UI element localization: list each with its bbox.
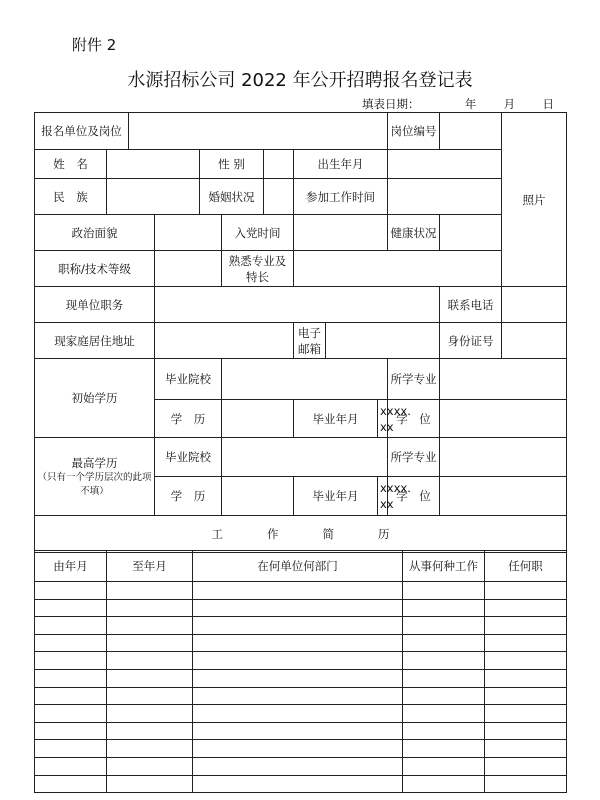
political-field[interactable] bbox=[155, 215, 222, 251]
initial-degree-field[interactable] bbox=[440, 400, 567, 438]
work-cell[interactable] bbox=[35, 705, 107, 723]
resume-title-char: 历 bbox=[378, 527, 390, 541]
highest-school-field[interactable] bbox=[222, 438, 388, 477]
table-row bbox=[35, 634, 567, 652]
work-cell[interactable] bbox=[35, 775, 107, 793]
phone-label: 联系电话 bbox=[440, 287, 502, 323]
position-code-field[interactable] bbox=[440, 113, 502, 150]
resume-title-char: 简 bbox=[322, 527, 334, 541]
marital-field[interactable] bbox=[264, 179, 294, 215]
initial-education-field[interactable] bbox=[222, 400, 294, 438]
phone-field[interactable] bbox=[502, 287, 567, 323]
highest-edu-note: （只有一个学历层次的此项不填） bbox=[37, 471, 152, 497]
work-cell[interactable] bbox=[485, 757, 567, 775]
address-label: 现家庭居住地址 bbox=[35, 323, 155, 359]
table-row bbox=[35, 599, 567, 617]
work-cell[interactable] bbox=[403, 599, 485, 617]
work-cell[interactable] bbox=[35, 634, 107, 652]
work-cell[interactable] bbox=[35, 582, 107, 600]
work-cell[interactable] bbox=[35, 617, 107, 635]
table-row bbox=[35, 757, 567, 775]
work-cell[interactable] bbox=[403, 740, 485, 758]
work-cell[interactable] bbox=[193, 687, 403, 705]
position-applied-field[interactable] bbox=[129, 113, 388, 150]
highest-school-label: 毕业院校 bbox=[155, 438, 222, 477]
fill-date-month: 月 bbox=[503, 97, 516, 111]
work-cell[interactable] bbox=[403, 705, 485, 723]
work-cell[interactable] bbox=[107, 652, 193, 670]
photo-label: 照片 bbox=[522, 192, 546, 207]
initial-edu-label: 初始学历 bbox=[35, 359, 155, 438]
table-row bbox=[35, 652, 567, 670]
work-cell[interactable] bbox=[403, 687, 485, 705]
highest-education-label: 学 历 bbox=[155, 477, 222, 516]
work-cell[interactable] bbox=[193, 705, 403, 723]
title-level-label: 职称/技术等级 bbox=[35, 251, 155, 287]
col-unit: 在何单位何部门 bbox=[193, 551, 403, 582]
work-cell[interactable] bbox=[485, 599, 567, 617]
work-cell[interactable] bbox=[193, 775, 403, 793]
work-cell[interactable] bbox=[403, 775, 485, 793]
photo-box[interactable] bbox=[502, 113, 567, 287]
work-cell[interactable] bbox=[193, 599, 403, 617]
table-row bbox=[35, 687, 567, 705]
work-cell[interactable] bbox=[35, 652, 107, 670]
email-label: 电子邮箱 bbox=[294, 323, 326, 359]
initial-grad-date-field[interactable] bbox=[378, 400, 411, 438]
position-code-label: 岗位编号 bbox=[388, 113, 440, 150]
work-cell[interactable] bbox=[35, 669, 107, 687]
work-cell[interactable] bbox=[193, 582, 403, 600]
position-applied-label: 报名单位及岗位 bbox=[35, 113, 129, 150]
highest-grad-date-field[interactable] bbox=[378, 477, 411, 516]
work-cell[interactable] bbox=[403, 617, 485, 635]
current-position-label: 现单位职务 bbox=[35, 287, 155, 323]
work-cell[interactable] bbox=[193, 669, 403, 687]
work-cell[interactable] bbox=[485, 634, 567, 652]
work-cell[interactable] bbox=[107, 775, 193, 793]
table-row bbox=[35, 582, 567, 600]
marital-label: 婚姻状况 bbox=[200, 179, 264, 215]
initial-school-field[interactable] bbox=[222, 359, 388, 400]
gender-field[interactable] bbox=[264, 150, 294, 179]
work-cell[interactable] bbox=[403, 652, 485, 670]
resume-title-char: 工 bbox=[211, 527, 223, 541]
party-time-label: 入党时间 bbox=[222, 215, 294, 251]
initial-date-format: xxxx. xx bbox=[380, 403, 411, 434]
col-work: 从事何种工作 bbox=[403, 551, 485, 582]
col-from: 由年月 bbox=[35, 551, 107, 582]
id-number-field[interactable] bbox=[502, 323, 567, 359]
initial-major-label: 所学专业 bbox=[388, 359, 440, 400]
work-cell[interactable] bbox=[485, 687, 567, 705]
highest-edu-label: 最高学历 bbox=[71, 455, 118, 470]
work-cell[interactable] bbox=[485, 705, 567, 723]
work-cell[interactable] bbox=[107, 669, 193, 687]
current-position-field[interactable] bbox=[155, 287, 440, 323]
work-cell[interactable] bbox=[107, 687, 193, 705]
col-post: 任何职 bbox=[485, 551, 567, 582]
work-start-label: 参加工作时间 bbox=[294, 179, 388, 215]
work-history-table bbox=[34, 550, 567, 793]
birth-label: 出生年月 bbox=[294, 150, 388, 179]
work-cell[interactable] bbox=[193, 757, 403, 775]
work-cell[interactable] bbox=[485, 775, 567, 793]
highest-date-format: xxxx. xx bbox=[380, 481, 411, 511]
email-field[interactable] bbox=[326, 323, 440, 359]
work-header-row bbox=[35, 551, 567, 582]
work-cell[interactable] bbox=[35, 740, 107, 758]
highest-degree-field[interactable] bbox=[440, 477, 567, 516]
work-cell[interactable] bbox=[107, 599, 193, 617]
work-cell[interactable] bbox=[193, 617, 403, 635]
work-cell[interactable] bbox=[485, 740, 567, 758]
political-label: 政治面貌 bbox=[35, 215, 155, 251]
initial-major-field[interactable] bbox=[440, 359, 567, 400]
health-label: 健康状况 bbox=[388, 215, 440, 251]
work-cell[interactable] bbox=[107, 757, 193, 775]
work-cell[interactable] bbox=[35, 757, 107, 775]
work-cell[interactable] bbox=[107, 740, 193, 758]
registration-form bbox=[34, 112, 567, 553]
table-row bbox=[35, 705, 567, 723]
work-cell[interactable] bbox=[485, 669, 567, 687]
fill-date bbox=[362, 96, 554, 112]
work-cell[interactable] bbox=[107, 634, 193, 652]
fill-date-year: 年 bbox=[464, 97, 477, 111]
work-cell[interactable] bbox=[403, 757, 485, 775]
work-cell[interactable] bbox=[403, 634, 485, 652]
work-cell[interactable] bbox=[485, 722, 567, 740]
name-label: 姓 名 bbox=[35, 150, 107, 179]
highest-major-field[interactable] bbox=[440, 438, 567, 477]
highest-degree-label: 学 位 bbox=[388, 477, 440, 516]
highest-edu-cell bbox=[35, 438, 155, 516]
col-to: 至年月 bbox=[107, 551, 193, 582]
work-cell[interactable] bbox=[35, 687, 107, 705]
work-cell[interactable] bbox=[107, 582, 193, 600]
work-cell[interactable] bbox=[485, 617, 567, 635]
highest-education-field[interactable] bbox=[222, 477, 294, 516]
specialty-label: 熟悉专业及特长 bbox=[222, 251, 294, 287]
birth-field[interactable] bbox=[388, 150, 502, 179]
resume-title-char: 作 bbox=[267, 527, 279, 541]
table-row bbox=[35, 722, 567, 740]
work-cell[interactable] bbox=[403, 722, 485, 740]
address-field[interactable] bbox=[155, 323, 294, 359]
work-cell[interactable] bbox=[485, 582, 567, 600]
table-row bbox=[35, 617, 567, 635]
fill-date-day: 日 bbox=[542, 97, 554, 111]
work-cell[interactable] bbox=[193, 722, 403, 740]
ethnicity-label: 民 族 bbox=[35, 179, 107, 215]
attachment-label: 附件 2 bbox=[72, 36, 117, 54]
gender-label: 性 别 bbox=[200, 150, 264, 179]
initial-education-label: 学 历 bbox=[155, 400, 222, 438]
table-row bbox=[35, 740, 567, 758]
initial-grad-date-label: 毕业年月 bbox=[294, 400, 378, 438]
id-number-label: 身份证号 bbox=[440, 323, 502, 359]
party-time-field[interactable] bbox=[294, 215, 388, 251]
work-cell[interactable] bbox=[35, 722, 107, 740]
work-cell[interactable] bbox=[193, 634, 403, 652]
work-cell[interactable] bbox=[485, 652, 567, 670]
table-row bbox=[35, 775, 567, 793]
specialty-field[interactable] bbox=[294, 251, 502, 287]
name-field[interactable] bbox=[107, 150, 200, 179]
work-cell[interactable] bbox=[107, 617, 193, 635]
work-cell[interactable] bbox=[193, 740, 403, 758]
fill-date-label: 填表日期： bbox=[362, 97, 420, 111]
title-level-field[interactable] bbox=[155, 251, 222, 287]
work-cell[interactable] bbox=[403, 582, 485, 600]
table-row bbox=[35, 669, 567, 687]
highest-grad-date-label: 毕业年月 bbox=[294, 477, 378, 516]
health-field[interactable] bbox=[440, 215, 502, 251]
resume-title bbox=[35, 516, 567, 553]
form-title: 水源招标公司 2022 年公开招聘报名登记表 bbox=[127, 70, 473, 91]
work-start-field[interactable] bbox=[388, 179, 502, 215]
work-cell[interactable] bbox=[107, 705, 193, 723]
work-cell[interactable] bbox=[107, 722, 193, 740]
initial-degree-label: 学 位 bbox=[388, 400, 440, 438]
work-cell[interactable] bbox=[193, 652, 403, 670]
work-cell[interactable] bbox=[35, 599, 107, 617]
work-cell[interactable] bbox=[403, 669, 485, 687]
highest-major-label: 所学专业 bbox=[388, 438, 440, 477]
ethnicity-field[interactable] bbox=[107, 179, 200, 215]
initial-school-label: 毕业院校 bbox=[155, 359, 222, 400]
